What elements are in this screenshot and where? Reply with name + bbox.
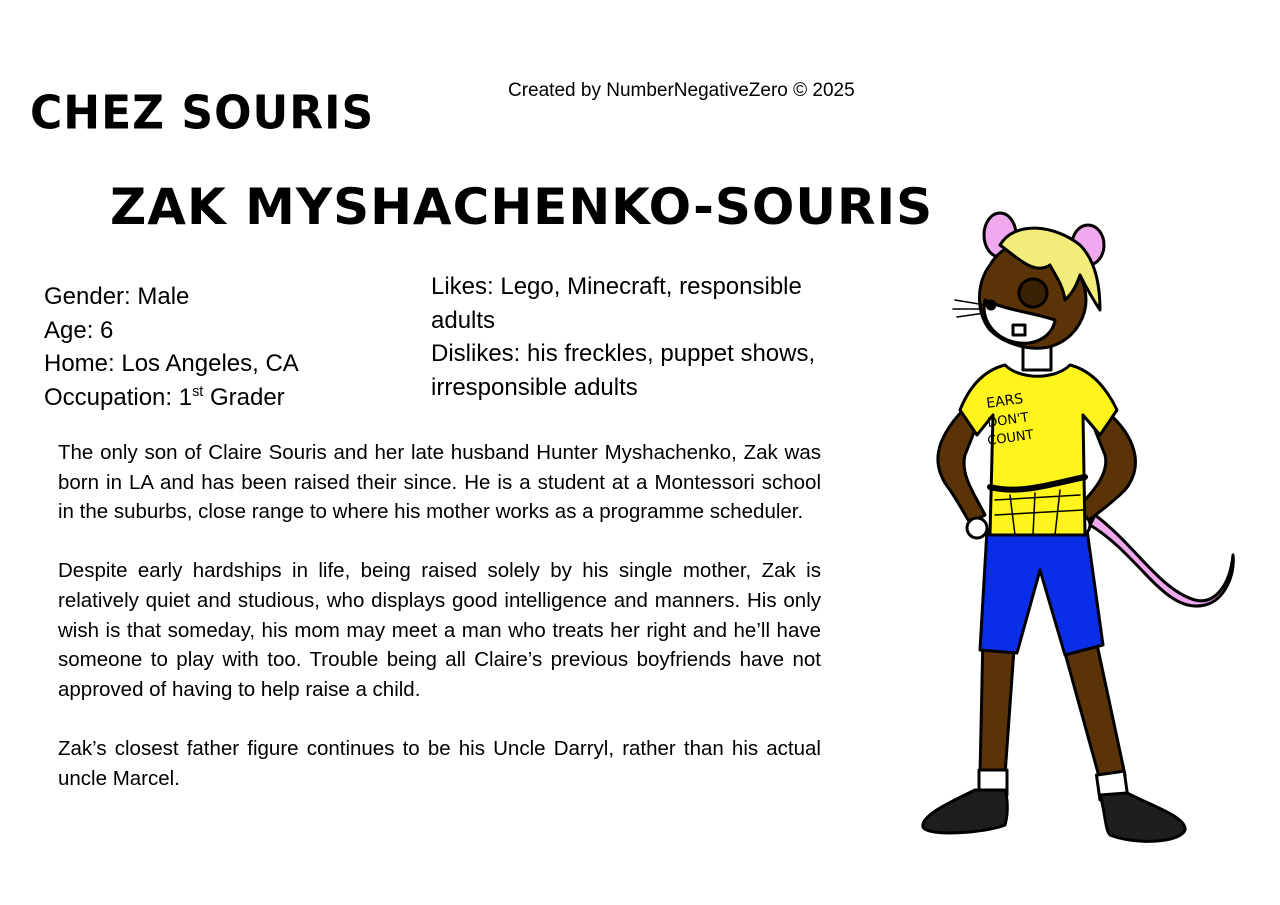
home-field: Home: Los Angeles, CA xyxy=(44,350,299,377)
shirt-text-line-2: DON'T xyxy=(986,410,1030,431)
left-shoe xyxy=(923,790,1007,833)
likes-field: Likes: Lego, Minecraft, responsible adults xyxy=(431,273,802,334)
gender-field: Gender: Male xyxy=(44,283,190,310)
occupation-prefix: Occupation: 1 xyxy=(44,383,193,411)
glasses xyxy=(1019,279,1047,307)
bio-paragraph: Zak’s closest father figure continues to be his Uncle Darryl, rather than his actual uncle Marcel. xyxy=(58,736,821,790)
tail xyxy=(1090,515,1233,606)
bio-paragraph: The only son of Claire Souris and her late husband Hunter Myshachenko, Zak was born in LA and has been raised their since. He is a student at a Montessori school in the suburbs, close range to where his mother works as a programme scheduler. xyxy=(58,441,821,524)
dislikes-field: Dislikes: his freckles, puppet shows, irresponsible adults xyxy=(431,340,816,401)
teeth xyxy=(1013,325,1025,335)
age-field: Age: 6 xyxy=(44,316,114,344)
character-preferences xyxy=(431,270,841,404)
character-illustration xyxy=(905,205,1245,855)
right-leg xyxy=(1060,635,1125,780)
occupation-suffix: Grader xyxy=(203,383,285,411)
character-name: ZAK MYSHACHENKO-SOURIS xyxy=(110,178,934,236)
bio-paragraph: Despite early hardships in life, being raised solely by his single mother, Zak is relatively quiet and studious, who displays good intelligence and manners. His only wish is that someday, his mom may meet a man who treats her right and he’ll have someone to play with too. Trouble being all Claire’s previous boyfriends have not approved of having to help raise a child. xyxy=(58,559,821,701)
mouse-character-drawing xyxy=(905,205,1245,855)
character-stats xyxy=(44,280,299,414)
left-hand xyxy=(967,518,987,538)
series-logo: CHEZ SOURIS xyxy=(30,86,375,141)
left-leg xyxy=(980,635,1015,775)
occupation-field xyxy=(44,381,299,415)
occupation-ordinal: st xyxy=(192,383,204,400)
nose xyxy=(987,301,995,309)
biography xyxy=(58,438,821,793)
shorts xyxy=(980,530,1103,655)
shirt-text-line-1: EARS xyxy=(985,390,1025,412)
shirt-text-line-3: COUNT xyxy=(986,427,1035,449)
right-shoe xyxy=(1100,793,1185,841)
credit-line: Created by NumberNegativeZero © 2025 xyxy=(508,80,855,101)
